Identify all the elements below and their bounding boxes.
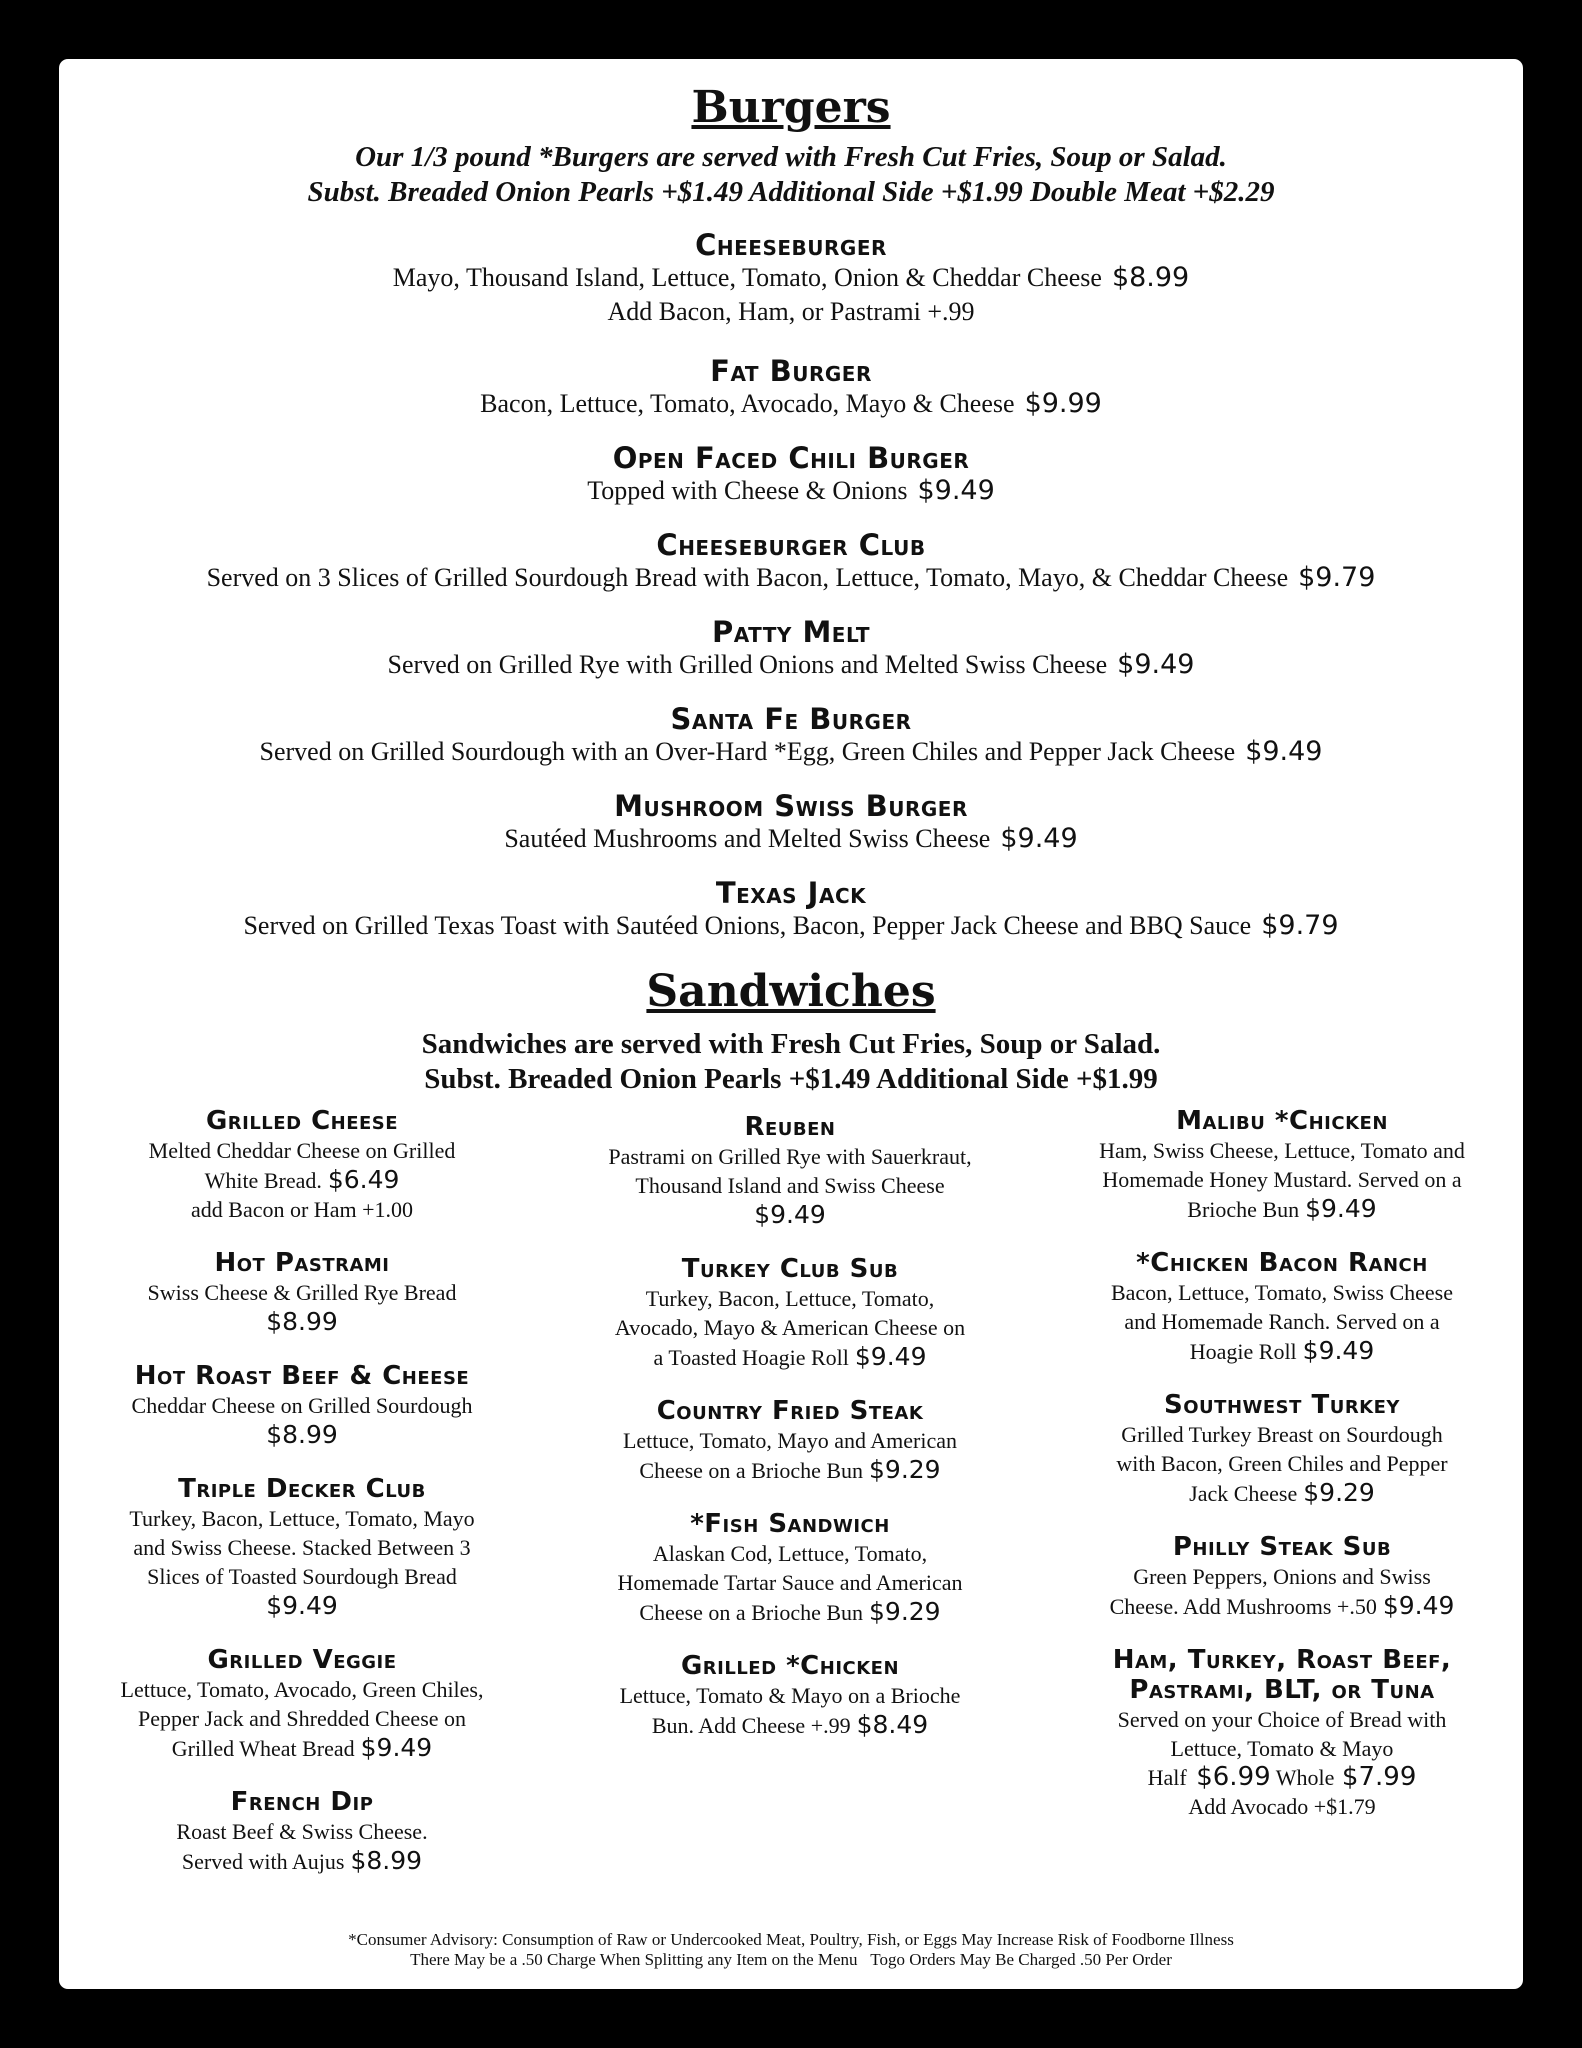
item-extra: Add Bacon, Ham, or Pastrami +.99 bbox=[607, 297, 975, 326]
sandwiches-subtitle-line1: Sandwiches are served with Fresh Cut Fries, Soup or Salad. bbox=[421, 1028, 1161, 1060]
item-desc-line: Lettuce, Tomato & Mayo bbox=[1170, 1736, 1394, 1761]
item-description bbox=[62, 909, 1520, 943]
item-desc-line bbox=[1062, 1478, 1502, 1508]
item-extra: Add Avocado +$1.79 bbox=[1188, 1794, 1376, 1819]
sandwich-item bbox=[570, 1396, 1010, 1485]
item-name: Texas Jack bbox=[715, 876, 867, 910]
burger-item bbox=[62, 790, 1520, 856]
item-desc-text: Sautéed Mushrooms and Melted Swiss Cheese bbox=[504, 824, 991, 853]
item-price: $9.49 bbox=[754, 1200, 826, 1229]
item-name: French Dip bbox=[230, 1787, 374, 1817]
item-desc-text: Cheese. Add Mushrooms +.50 bbox=[1109, 1594, 1377, 1619]
item-name: Patty Melt bbox=[711, 615, 871, 649]
sandwich-item bbox=[1062, 1532, 1502, 1621]
item-desc-text: Grilled Wheat Bread bbox=[171, 1736, 355, 1761]
item-price: $6.49 bbox=[327, 1165, 400, 1194]
sandwich-item bbox=[1062, 1645, 1502, 1821]
sandwich-item bbox=[82, 1361, 522, 1450]
sandwich-item bbox=[1062, 1106, 1502, 1224]
item-desc-line bbox=[570, 1710, 1010, 1740]
item-name: Fat Burger bbox=[710, 354, 872, 388]
item-price: $9.99 bbox=[1024, 388, 1102, 419]
item-desc-line: Swiss Cheese & Grilled Rye Bread bbox=[147, 1280, 457, 1305]
item-desc-text: Topped with Cheese & Onions bbox=[587, 476, 908, 505]
item-price: $9.29 bbox=[869, 1455, 941, 1484]
item-name: Ham, Turkey, Roast Beef, bbox=[1112, 1645, 1452, 1675]
item-price: $9.49 bbox=[917, 475, 995, 506]
item-desc-text: Bacon, Lettuce, Tomato, Avocado, Mayo & Cheese bbox=[480, 389, 1015, 418]
item-description bbox=[62, 474, 1520, 508]
item-desc-text: Served on Grilled Rye with Grilled Onions and Melted Swiss Cheese bbox=[387, 650, 1108, 679]
sandwich-item bbox=[570, 1509, 1010, 1627]
item-price: $8.99 bbox=[350, 1846, 423, 1875]
item-description bbox=[62, 648, 1520, 682]
item-name: Triple Decker Club bbox=[178, 1474, 426, 1504]
half-label: Half bbox=[1147, 1765, 1187, 1790]
item-name: Philly Steak Sub bbox=[1172, 1532, 1392, 1562]
whole-label: Whole bbox=[1275, 1765, 1335, 1790]
item-description bbox=[62, 822, 1520, 856]
sandwich-column-3 bbox=[1062, 1106, 1502, 1845]
item-name: Country Fried Steak bbox=[656, 1396, 924, 1426]
item-desc-line: and Swiss Cheese. Stacked Between 3 bbox=[133, 1535, 471, 1560]
item-desc-line: Thousand Island and Swiss Cheese bbox=[635, 1173, 945, 1198]
item-desc-line: Homemade Tartar Sauce and American bbox=[617, 1570, 963, 1595]
item-description bbox=[62, 261, 1520, 295]
sandwich-column-2 bbox=[570, 1112, 1010, 1764]
item-desc-text: Cheese on a Brioche Bun bbox=[639, 1600, 864, 1625]
sandwiches-subtitle-line2: Subst. Breaded Onion Pearls +$1.49 Additional Side +$1.99 bbox=[424, 1063, 1158, 1095]
item-price-line bbox=[82, 1420, 522, 1450]
sandwich-item bbox=[82, 1787, 522, 1876]
item-desc-line: Lettuce, Tomato, Mayo and American bbox=[622, 1428, 958, 1453]
item-price: $8.99 bbox=[266, 1420, 338, 1449]
item-desc-line: Ham, Swiss Cheese, Lettuce, Tomato and bbox=[1099, 1138, 1465, 1163]
burger-item bbox=[62, 442, 1520, 508]
sandwich-item bbox=[82, 1106, 522, 1224]
item-price: $9.49 bbox=[1117, 649, 1195, 680]
item-desc-text: Brioche Bun bbox=[1187, 1197, 1300, 1222]
item-price: $8.99 bbox=[266, 1307, 338, 1336]
sandwich-item bbox=[570, 1651, 1010, 1740]
item-description bbox=[62, 561, 1520, 595]
item-desc-line: Homemade Honey Mustard. Served on a bbox=[1102, 1167, 1462, 1192]
item-desc-text: Mayo, Thousand Island, Lettuce, Tomato, Onion & Cheddar Cheese bbox=[392, 263, 1102, 292]
item-price: $9.29 bbox=[869, 1597, 941, 1626]
item-desc-line bbox=[82, 1846, 522, 1876]
item-price: $8.99 bbox=[1111, 262, 1190, 293]
item-desc-text: Cheese on a Brioche Bun bbox=[639, 1458, 864, 1483]
sandwich-item bbox=[1062, 1248, 1502, 1366]
sandwiches-subtitle bbox=[62, 1027, 1520, 1097]
whole-price: $7.99 bbox=[1341, 1762, 1417, 1792]
burgers-title: Burgers bbox=[691, 82, 891, 133]
item-extra: add Bacon or Ham +1.00 bbox=[191, 1197, 413, 1222]
item-price: $9.49 bbox=[360, 1733, 433, 1762]
burger-item bbox=[62, 703, 1520, 769]
item-desc-line: Turkey, Bacon, Lettuce, Tomato, bbox=[645, 1286, 935, 1311]
sandwich-item bbox=[570, 1112, 1010, 1230]
item-desc-text: Served on 3 Slices of Grilled Sourdough Bread with Bacon, Lettuce, Tomato, Mayo, & Cheddar Cheese bbox=[206, 563, 1289, 592]
consumer-advisory bbox=[62, 1930, 1520, 1970]
item-desc-line: Green Peppers, Onions and Swiss bbox=[1133, 1564, 1431, 1589]
item-name: *Fish Sandwich bbox=[690, 1509, 890, 1539]
item-name: Santa Fe Burger bbox=[670, 702, 912, 736]
burgers-header bbox=[62, 82, 1520, 133]
item-desc-line: and Homemade Ranch. Served on a bbox=[1124, 1309, 1440, 1334]
item-desc-line: Pepper Jack and Shredded Cheese on bbox=[137, 1706, 467, 1731]
burger-item bbox=[62, 355, 1520, 421]
item-name: Southwest Turkey bbox=[1164, 1390, 1400, 1420]
item-price-line bbox=[82, 1591, 522, 1621]
charge-notes bbox=[62, 1950, 1520, 1970]
item-desc-line bbox=[570, 1455, 1010, 1485]
item-desc-text: White Bread. bbox=[204, 1168, 322, 1193]
sandwiches-header bbox=[62, 966, 1520, 1017]
item-desc-text: Bun. Add Cheese +.99 bbox=[651, 1713, 851, 1738]
item-desc-line: Cheddar Cheese on Grilled Sourdough bbox=[131, 1393, 473, 1418]
item-price: $9.49 bbox=[1382, 1591, 1455, 1620]
item-desc-line bbox=[570, 1597, 1010, 1627]
item-name: Grilled Cheese bbox=[205, 1106, 399, 1136]
item-price: $9.49 bbox=[854, 1342, 927, 1371]
item-price: $8.49 bbox=[856, 1710, 929, 1739]
item-name: Reuben bbox=[744, 1112, 836, 1142]
burgers-subtitle-line1: Our 1/3 pound *Burgers are served with Fresh Cut Fries, Soup or Salad. bbox=[355, 141, 1227, 173]
item-price: $9.79 bbox=[1298, 562, 1376, 593]
item-desc-line bbox=[1062, 1194, 1502, 1224]
sandwich-item bbox=[82, 1248, 522, 1337]
burger-item bbox=[62, 616, 1520, 682]
item-name: Grilled *Chicken bbox=[680, 1651, 900, 1681]
item-description bbox=[62, 387, 1520, 421]
item-desc-text: Served with Aujus bbox=[181, 1849, 345, 1874]
item-desc-line bbox=[82, 1165, 522, 1195]
item-price: $9.79 bbox=[1261, 910, 1339, 941]
item-desc-line: Pastrami on Grilled Rye with Sauerkraut, bbox=[608, 1144, 972, 1169]
item-name: Open Faced Chili Burger bbox=[612, 441, 970, 475]
item-desc-line: Alaskan Cod, Lettuce, Tomato, bbox=[652, 1541, 928, 1566]
item-price: $9.29 bbox=[1303, 1478, 1375, 1507]
menu-page bbox=[62, 62, 1520, 1986]
item-desc-line bbox=[1062, 1591, 1502, 1621]
item-name-line2: Pastrami, BLT, or Tuna bbox=[1129, 1675, 1435, 1705]
item-name: Hot Pastrami bbox=[214, 1248, 390, 1278]
item-name: Turkey Club Sub bbox=[681, 1254, 899, 1284]
item-price: $9.49 bbox=[1305, 1194, 1377, 1223]
item-name: Cheeseburger bbox=[695, 228, 887, 262]
item-name: Cheeseburger Club bbox=[656, 528, 926, 562]
item-name: *Chicken Bacon Ranch bbox=[1136, 1248, 1428, 1278]
item-desc-line: Served on your Choice of Bread with bbox=[1117, 1707, 1447, 1732]
item-desc-line bbox=[82, 1733, 522, 1763]
burger-item bbox=[62, 529, 1520, 595]
sandwiches-title: Sandwiches bbox=[646, 966, 936, 1017]
item-price-line bbox=[570, 1200, 1010, 1230]
item-desc-line bbox=[1062, 1336, 1502, 1366]
sandwich-item bbox=[570, 1254, 1010, 1372]
item-name: Malibu *Chicken bbox=[1176, 1106, 1388, 1136]
item-desc-text: Served on Grilled Sourdough with an Over-Hard *Egg, Green Chiles and Pepper Jack Cheese bbox=[259, 737, 1236, 766]
item-desc-line: Melted Cheddar Cheese on Grilled bbox=[148, 1138, 456, 1163]
burger-item bbox=[62, 229, 1520, 329]
item-desc-line: Avocado, Mayo & American Cheese on bbox=[614, 1315, 966, 1340]
item-desc-line: Bacon, Lettuce, Tomato, Swiss Cheese bbox=[1110, 1280, 1454, 1305]
item-price: $9.49 bbox=[266, 1591, 338, 1620]
burgers-subtitle bbox=[62, 140, 1520, 210]
item-desc-line: Lettuce, Tomato & Mayo on a Brioche bbox=[619, 1683, 961, 1708]
sandwich-column-1 bbox=[82, 1106, 522, 1900]
item-price: $9.49 bbox=[1245, 736, 1323, 767]
item-desc-line bbox=[570, 1342, 1010, 1372]
item-price: $9.49 bbox=[1302, 1336, 1375, 1365]
burgers-subtitle-line2: Subst. Breaded Onion Pearls +$1.49 Additional Side +$1.99 Double Meat +$2.29 bbox=[307, 176, 1275, 208]
item-desc-text: a Toasted Hoagie Roll bbox=[653, 1345, 849, 1370]
item-desc-line: Lettuce, Tomato, Avocado, Green Chiles, bbox=[120, 1677, 484, 1702]
item-desc-line: with Bacon, Green Chiles and Pepper bbox=[1116, 1451, 1448, 1476]
half-whole-prices bbox=[1062, 1763, 1502, 1792]
item-desc-line: Slices of Toasted Sourdough Bread bbox=[147, 1564, 457, 1589]
item-desc-text: Jack Cheese bbox=[1189, 1481, 1298, 1506]
burger-item bbox=[62, 877, 1520, 943]
half-price: $6.99 bbox=[1196, 1762, 1271, 1792]
item-name: Grilled Veggie bbox=[207, 1645, 397, 1675]
sandwich-item bbox=[1062, 1390, 1502, 1508]
item-desc-text: Served on Grilled Texas Toast with Sautéed Onions, Bacon, Pepper Jack Cheese and BBQ Sauce bbox=[243, 911, 1252, 940]
split-charge-note: There May be a .50 Charge When Splitting any Item on the Menu bbox=[410, 1950, 858, 1969]
advisory-line: *Consumer Advisory: Consumption of Raw or Undercooked Meat, Poultry, Fish, or Eggs May Increase Risk of Foodborne Illness bbox=[348, 1930, 1234, 1949]
item-desc-line: Turkey, Bacon, Lettuce, Tomato, Mayo bbox=[129, 1506, 475, 1531]
togo-charge-note: Togo Orders May Be Charged .50 Per Order bbox=[870, 1950, 1172, 1969]
item-name: Mushroom Swiss Burger bbox=[614, 789, 968, 823]
item-price-line bbox=[82, 1307, 522, 1337]
sandwich-item bbox=[82, 1645, 522, 1763]
item-desc-text: Hoagie Roll bbox=[1189, 1339, 1297, 1364]
item-name: Hot Roast Beef & Cheese bbox=[134, 1361, 470, 1391]
sandwich-item bbox=[82, 1474, 522, 1621]
item-desc-line: Roast Beef & Swiss Cheese. bbox=[176, 1819, 428, 1844]
item-desc-line: Grilled Turkey Breast on Sourdough bbox=[1121, 1422, 1443, 1447]
item-price: $9.49 bbox=[1000, 823, 1078, 854]
item-description bbox=[62, 735, 1520, 769]
